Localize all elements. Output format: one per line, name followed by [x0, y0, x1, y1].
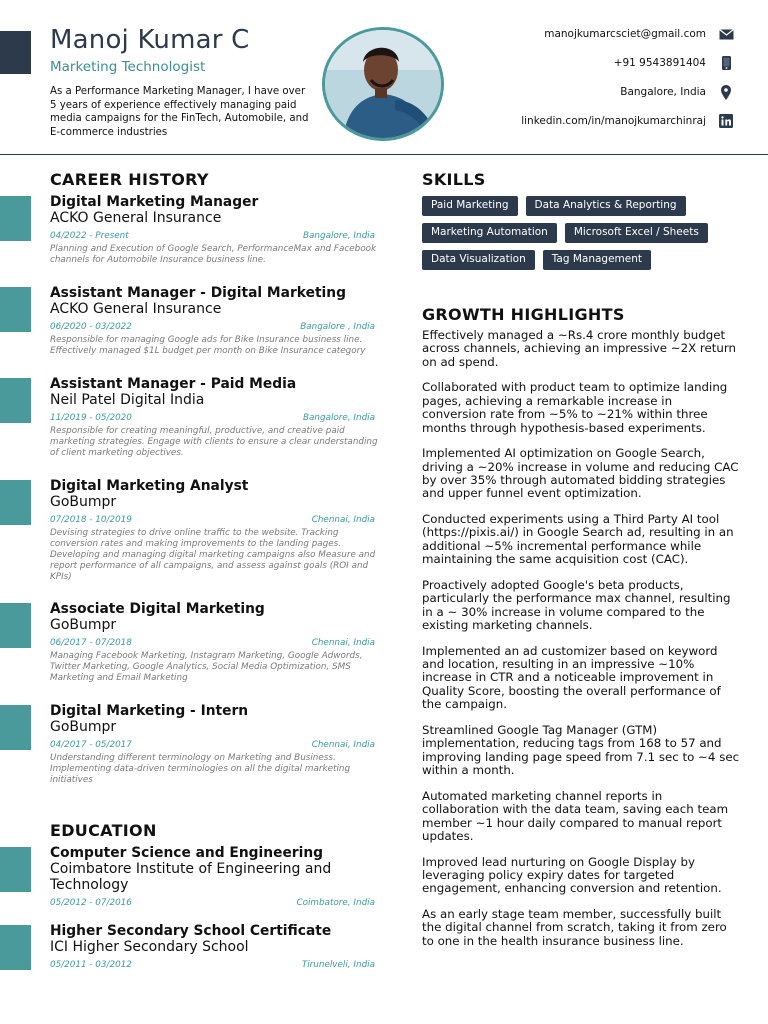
- highlight-item: Effectively managed a ~Rs.4 crore monthly budget across channels, achieving an impressive ~2X return on ad spend.: [422, 328, 737, 369]
- job-location: Chennai, India: [311, 638, 375, 648]
- job-dates: 07/2018 - 10/2019: [50, 515, 132, 525]
- education-dates: 05/2012 - 07/2016: [50, 898, 132, 908]
- person-avatar-icon: [325, 30, 441, 138]
- job-title: Digital Marketing Manager: [50, 194, 259, 210]
- degree-title: Computer Science and Engineering: [50, 845, 324, 861]
- highlights-list: [422, 329, 740, 960]
- contact-phone-text[interactable]: +91 9543891404: [613, 57, 706, 69]
- contact-phone[interactable]: [614, 55, 734, 71]
- education-dates: 05/2011 - 03/2012: [50, 960, 132, 970]
- skill-row: [422, 223, 742, 243]
- location-pin-icon: [718, 84, 734, 100]
- contact-email-text[interactable]: manojkumarcsciet@gmail.com: [544, 28, 706, 40]
- job-title: Associate Digital Marketing: [50, 601, 265, 617]
- job-description: Planning and Execution of Google Search, PerformanceMax and Facebook channels for Automobile Insurance business line.: [50, 244, 377, 265]
- contact-linkedin[interactable]: [521, 113, 734, 129]
- profile-photo: [322, 27, 444, 141]
- job-meta: [50, 322, 375, 332]
- job-location: Bangalore, India: [302, 413, 375, 423]
- highlight-item: Conducted experiments using a Third Party AI tool (https://pixis.ai/) in Google Search ad, resulting in an additional ~5% incremental performance while maintaining the same acquisition cost (CAC).: [422, 512, 734, 567]
- job-description: Responsible for managing Google ads for Bike Insurance business line. Effectively managed $1L budget per month on Bike Insurance category: [50, 335, 366, 356]
- highlight-item: Automated marketing channel reports in collaboration with the data team, saving each team member ~1 hour daily compared to manual report updates.: [422, 788, 729, 843]
- header-divider: [0, 154, 768, 155]
- company-name: GoBumpr: [50, 494, 117, 510]
- education-heading: EDUCATION: [50, 821, 157, 840]
- company-name: GoBumpr: [50, 719, 117, 735]
- skill-tag: Paid Marketing: [422, 196, 518, 216]
- job-dates: 06/2017 - 07/2018: [50, 638, 132, 648]
- job-title: Assistant Manager - Digital Marketing: [50, 285, 346, 301]
- highlight-item: Implemented AI optimization on Google Search, driving a ~20% increase in volume and reducing CAC by over 35% through automated bidding strategies and upper funnel event optimization.: [422, 446, 739, 501]
- growth-highlights-heading: GROWTH HIGHLIGHTS: [422, 305, 625, 324]
- job-title: Digital Marketing Analyst: [50, 478, 249, 494]
- job-dates: 11/2019 - 05/2020: [50, 413, 132, 423]
- job-dates: 04/2022 - Present: [50, 231, 129, 241]
- job-location: Chennai, India: [311, 515, 375, 525]
- degree-title: Higher Secondary School Certificate: [50, 923, 332, 939]
- entry-accent-bar: [0, 705, 31, 750]
- contact-linkedin-text[interactable]: linkedin.com/in/manojkumarchinraj: [521, 115, 706, 127]
- job-description: Responsible for creating meaningful, productive, and creative paid marketing strategies. Engage with clients to ensure a clear understanding of client marketing objectives.: [50, 426, 378, 458]
- entry-accent-bar: [0, 480, 31, 525]
- education-location: Tirunelveli, India: [301, 960, 375, 970]
- skill-row: [422, 250, 742, 270]
- company-name: GoBumpr: [50, 617, 117, 633]
- job-location: Bangalore, India: [302, 231, 375, 241]
- name-accent-bar: [0, 31, 31, 74]
- phone-icon: [718, 55, 734, 71]
- linkedin-icon: [718, 113, 734, 129]
- job-description: Managing Facebook Marketing, Instagram Marketing, Google Adwords, Twitter Marketing, Google Analytics, Social Media Optimization, SMS Marketing and Email Marketing: [50, 651, 363, 683]
- entry-accent-bar: [0, 925, 31, 970]
- entry-accent-bar: [0, 287, 31, 332]
- job-title: Digital Marketing - Intern: [50, 703, 249, 719]
- job-dates: 04/2017 - 05/2017: [50, 740, 132, 750]
- job-description: Understanding different terminology on Marketing and Business. Implementing data-driven terminologies on all the digital marketing initiatives: [50, 753, 351, 785]
- skill-tag: Data Visualization: [422, 250, 535, 270]
- highlight-item: Improved lead nurturing on Google Display by leveraging policy expiry dates for targeted engagement, enhancing conversion and retention.: [422, 854, 722, 896]
- contact-email[interactable]: [544, 26, 734, 42]
- highlight-item: Proactively adopted Google's beta products, particularly the performance max channel, resulting in a ~ 30% increase in volume compared to the existing marketing channels.: [422, 577, 731, 633]
- skills-heading: SKILLS: [422, 170, 486, 189]
- highlight-item: Streamlined Google Tag Manager (GTM) implementation, reducing tags from 168 to 57 and improving landing page speed from 7.1 sec to ~4 sec within a month.: [422, 722, 740, 778]
- career-history-heading: CAREER HISTORY: [50, 170, 209, 189]
- school-name: Coimbatore Institute of Engineering and Technology: [50, 861, 332, 893]
- school-name: ICI Higher Secondary School: [50, 939, 249, 955]
- skills-list: [422, 196, 742, 277]
- job-meta: [50, 413, 375, 423]
- entry-accent-bar: [0, 196, 31, 241]
- company-name: Neil Patel Digital India: [50, 392, 205, 408]
- highlight-item: Collaborated with product team to optimize landing pages, achieving a remarkable increase in conversion rate from ~5% to ~21% within three months through hypothesis-based experiments.: [422, 380, 728, 435]
- job-meta: [50, 231, 375, 241]
- job-meta: [50, 740, 375, 750]
- skill-tag: Tag Management: [543, 250, 651, 270]
- company-name: ACKO General Insurance: [50, 301, 222, 317]
- education-meta: [50, 960, 375, 970]
- skill-tag: Marketing Automation: [422, 223, 557, 243]
- highlight-item: Implemented an ad customizer based on keyword and location, resulting in an impressive ~10% increase in CTR and a noticeable improvement in Quality Score, boosting the overall performance of the campaign.: [422, 643, 721, 712]
- skill-tag: Data Analytics & Reporting: [526, 196, 686, 216]
- profile-summary: As a Performance Marketing Manager, I have over 5 years of experience effectively managing paid media campaigns for the FinTech, Automobile, and E-commerce industries: [50, 86, 309, 138]
- entry-accent-bar: [0, 378, 31, 423]
- job-meta: [50, 515, 375, 525]
- candidate-name: Manoj Kumar C: [50, 25, 250, 55]
- company-name: ACKO General Insurance: [50, 210, 222, 226]
- envelope-icon: [718, 26, 734, 42]
- job-description: Devising strategies to drive online traffic to the website. Tracking conversion rates and making improvements to the landing pages. Developing and managing digital marketing campaigns also Measure and report performance of all campaigns, and assess against goals (ROI and KPIs): [50, 528, 376, 582]
- job-meta: [50, 638, 375, 648]
- job-location: Chennai, India: [311, 740, 375, 750]
- education-meta: [50, 898, 375, 908]
- job-title: Assistant Manager - Paid Media: [50, 376, 297, 392]
- candidate-role: Marketing Technologist: [50, 59, 206, 75]
- entry-accent-bar: [0, 847, 31, 892]
- contact-location: [620, 84, 734, 100]
- contact-location-text: Bangalore, India: [620, 86, 706, 98]
- job-dates: 06/2020 - 03/2022: [50, 322, 132, 332]
- job-location: Bangalore , India: [300, 322, 375, 332]
- education-location: Coimbatore, India: [296, 898, 375, 908]
- highlight-item: As an early stage team member, successfully built the digital channel from scratch, taking it from zero to one in the health insurance business line.: [422, 906, 727, 948]
- skill-row: [422, 196, 742, 216]
- entry-accent-bar: [0, 603, 31, 648]
- skill-tag: Microsoft Excel / Sheets: [565, 223, 708, 243]
